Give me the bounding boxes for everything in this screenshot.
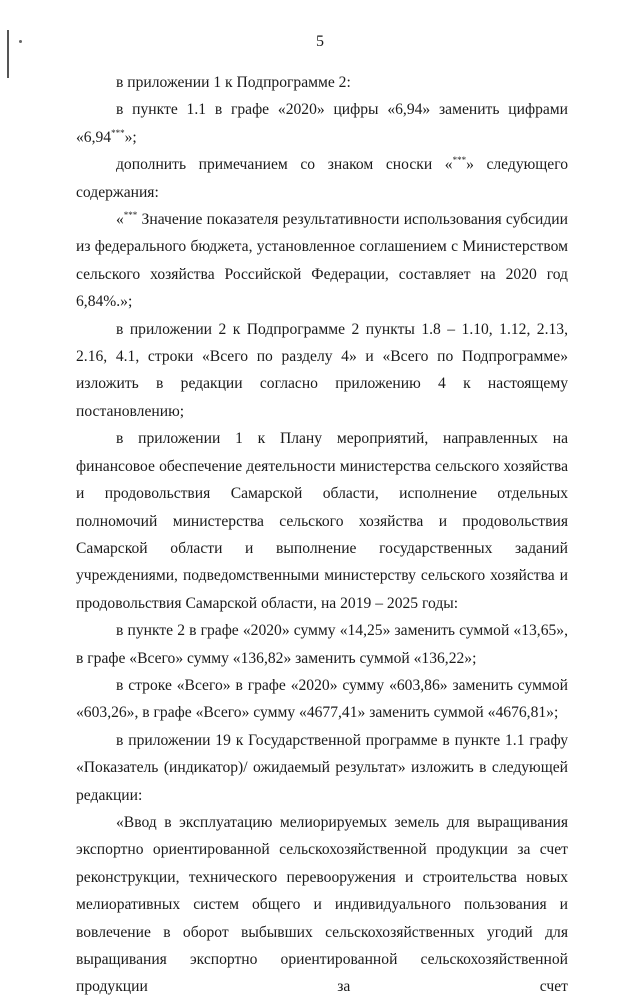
paragraph-item-1-1 xyxy=(76,96,568,151)
paragraph-text: » следующего содержания: xyxy=(76,156,569,201)
paragraph-footnote-add xyxy=(76,151,568,206)
footnote-mark: *** xyxy=(111,127,125,138)
page-number: 5 xyxy=(316,33,324,50)
paragraph-text: дополнить примечанием со знаком сноски « xyxy=(116,156,453,174)
footnote-mark: *** xyxy=(452,155,467,166)
paragraph-footnote-text xyxy=(76,206,568,316)
paragraph-text: Значение показателя результативности использования субсидии из федерального бюджета, установленное соглашением с Министерством сельского хозяйства Российской Федерации, составляет на 2020 год 6,84%.»; xyxy=(76,211,568,311)
paragraph-item-2: в пункте 2 в графе «2020» сумму «14,25» заменить суммой «13,65», в графе «Всего» сумму «136,82» заменить суммой «136,22»; xyxy=(76,622,568,667)
footnote-mark: *** xyxy=(123,210,138,221)
paragraph-total-row: в строке «Всего» в графе «2020» сумму «603,86» заменить суммой «603,26», в графе «Всего» сумму «4677,41» заменить суммой «4676,81»; xyxy=(76,676,568,722)
paragraph-text: »; xyxy=(124,128,137,146)
paragraph-annex1-intro: в приложении 1 к Подпрограмме 2: xyxy=(116,74,351,91)
paragraph-text: « xyxy=(116,211,124,229)
paragraph-annex2: в приложении 2 к Подпрограмме 2 пункты 1.8 – 1.10, 1.12, 2.13, 2.16, 4.1, строки «Всего по разделу 4» и «Всего по Подпрограмме» изложить в редакции согласно приложению 4 к настоящему постановлению; xyxy=(76,320,568,420)
paragraph-text: в пункте 1.1 в графе «2020» цифры «6,94» заменить цифрами «6,94 xyxy=(76,101,568,146)
document-body xyxy=(76,69,568,1001)
paragraph-plan-annex1: в приложении 1 к Плану мероприятий, направленных на финансовое обеспечение деятельности министерства сельского хозяйства и продовольствия Самарской области, исполнение отдельных полномочий министерства сельского хозяйства и продовольствия Самарской области и выполнение государственных заданий учреждениями, подведомственными министерству сельского хозяйства и продовольствия Самарской области, на 2019 – 2025 годы: xyxy=(76,430,568,612)
paragraph-annex19: в приложении 19 к Государственной программе в пункте 1.1 графу «Показатель (индикатор)/ ожидаемый результат» изложить в следующей редакции: xyxy=(76,731,568,804)
paragraph-quote: «Ввод в эксплуатацию мелиорируемых земель для выращивания экспортно ориентированной сельскохозяйственной продукции за счет реконструкции, технического перевооружения и строительства новых мелиоративных систем общего и индивидуального пользования и вовлечение в оборот выбывших сельскохозяйственных угодий для выращивания экспортно ориентированной сельскохозяйственной продукции за счет xyxy=(76,813,568,996)
